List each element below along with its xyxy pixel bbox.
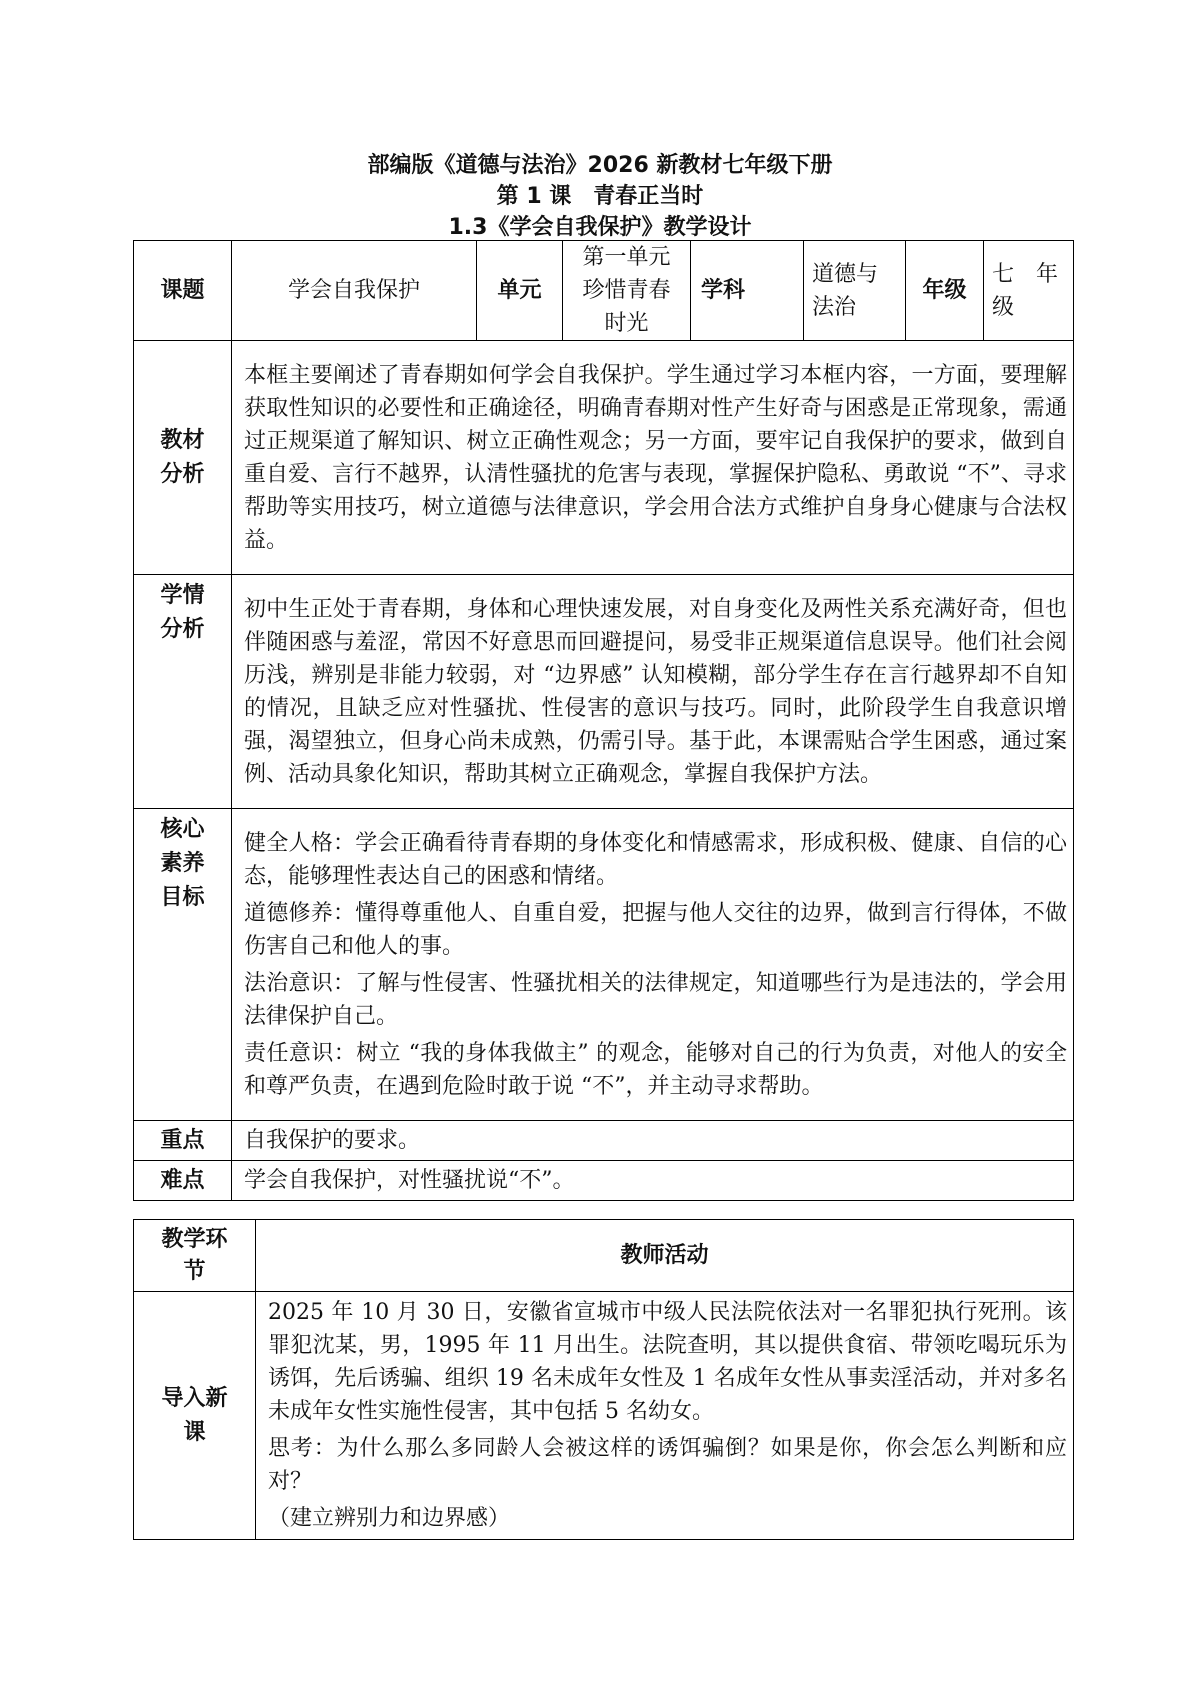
title-line-1: 部编版《道德与法治》2026 新教材七年级下册 bbox=[367, 153, 833, 178]
intro-question-paragraph: 思考：为什么那么多同龄人会被这样的诱饵骗倒？如果是你，你会怎么判断和应对？ bbox=[268, 1436, 1067, 1494]
topic-value: 学会自我保护 bbox=[232, 241, 477, 341]
core-goals-label: 核心素养目标 bbox=[134, 809, 232, 1121]
topic-label: 课题 bbox=[134, 241, 232, 341]
stage-intro-content bbox=[256, 1292, 1074, 1540]
teacher-activity-header: 教师活动 bbox=[256, 1220, 1074, 1292]
student-analysis-label: 学情分析 bbox=[134, 575, 232, 809]
stage-intro-label: 导入新课 bbox=[134, 1292, 256, 1540]
goal-personality: 健全人格：学会正确看待青春期的身体变化和情感需求，形成积极、健康、自信的心态，能够理性表达自己的困惑和情绪。 bbox=[244, 830, 1067, 889]
material-analysis-label: 教材分析 bbox=[134, 341, 232, 575]
subject-label: 学科 bbox=[691, 241, 804, 341]
info-row bbox=[134, 241, 1074, 341]
material-analysis-row bbox=[134, 341, 1074, 575]
student-analysis-row bbox=[134, 575, 1074, 809]
process-row bbox=[134, 1292, 1074, 1540]
subject-value: 道德与法治 bbox=[804, 241, 906, 341]
unit-value: 第一单元 珍惜青春时光 bbox=[563, 241, 691, 341]
core-goals-row bbox=[134, 809, 1074, 1121]
title-line-3: 1.3《学会自我保护》教学设计 bbox=[448, 215, 752, 240]
student-analysis-text: 初中生正处于青春期，身体和心理快速发展，对自身变化及两性关系充满好奇，但也伴随困惑与羞涩，常因不好意思而回避提问，易受非正规渠道信息误导。他们社会阅历浅，辨别是非能力较弱，对 “边界感” 认知模糊，部分学生存在言行越界却不自知的情况，且缺乏应对性骚扰、性侵害的意识与技巧。同时，此阶段学生自我意识增强，渴望独立，但身心尚未成熟，仍需引导。基于此，本课需贴合学生困惑，通过案例、活动具象化知识，帮助其树立正确观念，掌握自我保护方法。 bbox=[232, 575, 1074, 809]
key-point-label: 重点 bbox=[134, 1121, 232, 1161]
teaching-process-table bbox=[133, 1219, 1074, 1540]
goal-morality: 道德修养：懂得尊重他人、自重自爱，把握与他人交往的边界，做到言行得体，不做伤害自己和他人的事。 bbox=[244, 900, 1067, 959]
goal-responsibility: 责任意识：树立 “我的身体我做主” 的观念，能够对自己的行为负责，对他人的安全和尊严负责，在遇到危险时敢于说 “不”，并主动寻求帮助。 bbox=[244, 1040, 1067, 1099]
unit-label: 单元 bbox=[477, 241, 563, 341]
title-line-2: 第 1 课 青春正当时 bbox=[496, 184, 704, 209]
intro-purpose-paragraph: （建立辨别力和边界感） bbox=[268, 1506, 511, 1531]
difficulty-text: 学会自我保护，对性骚扰说“不”。 bbox=[232, 1161, 1074, 1201]
stage-header: 教学环节 bbox=[134, 1220, 256, 1292]
key-point-row bbox=[134, 1121, 1074, 1161]
intro-case-paragraph: 2025 年 10 月 30 日，安徽省宣城市中级人民法院依法对一名罪犯执行死刑。该罪犯沈某，男，1995 年 11 月出生。法院查明，其以提供食宿、带领吃喝玩乐为诱饵，先后诱骗、组织 19 名未成年女性及 1 名成年女性从事卖淫活动，并对多名未成年女性实施性侵害，其中包括 5 名幼女。 bbox=[268, 1300, 1067, 1424]
process-header-row bbox=[134, 1220, 1074, 1292]
key-point-text: 自我保护的要求。 bbox=[232, 1121, 1074, 1161]
difficulty-label: 难点 bbox=[134, 1161, 232, 1201]
core-goals-content bbox=[232, 809, 1074, 1121]
grade-value: 七 年级 bbox=[984, 241, 1074, 341]
lesson-info-table bbox=[133, 240, 1074, 1201]
material-analysis-text: 本框主要阐述了青春期如何学会自我保护。学生通过学习本框内容，一方面，要理解获取性知识的必要性和正确途径，明确青春期对性产生好奇与困惑是正常现象，需通过正规渠道了解知识、树立正确性观念；另一方面，要牢记自我保护的要求，做到自重自爱、言行不越界，认清性骚扰的危害与表现，掌握保护隐私、勇敢说 “不”、寻求帮助等实用技巧，树立道德与法律意识，学会用合法方式维护自身身心健康与合法权益。 bbox=[232, 341, 1074, 575]
grade-label: 年级 bbox=[906, 241, 984, 341]
difficulty-row bbox=[134, 1161, 1074, 1201]
document-title-block bbox=[0, 150, 1200, 243]
goal-rule-of-law: 法治意识：了解与性侵害、性骚扰相关的法律规定，知道哪些行为是违法的，学会用法律保护自己。 bbox=[244, 970, 1067, 1029]
